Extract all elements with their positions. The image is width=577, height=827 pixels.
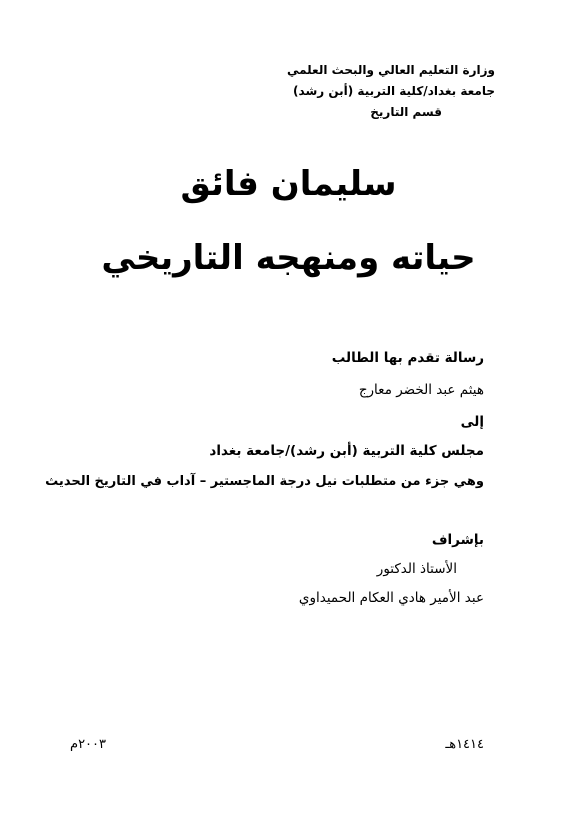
council-line: مجلس كلية التربية (أبن رشد)/جامعة بغداد xyxy=(209,443,484,459)
ministry-line: وزارة التعليم العالي والبحث العلمي xyxy=(286,63,495,77)
supervisor-name: عبد الأمير هادي العكام الحميداوي xyxy=(298,590,484,606)
student-name: هيثم عبد الخضر معارج xyxy=(358,382,484,398)
supervisor-rank: الأستاذ الدكتور xyxy=(376,561,457,577)
supervision-label: بإشراف xyxy=(431,532,484,548)
thesis-title-line2: حياته ومنهجه التاريخي xyxy=(101,238,476,278)
university-line: جامعة بغداد/كلية التربية (أبن رشد) xyxy=(293,84,495,98)
thesis-title-line1: سليمان فائق xyxy=(180,164,397,204)
purpose-line: وهي جزء من متطلبات نيل درجة الماجستير – آداب في التاريخ الحديث xyxy=(45,474,484,489)
hijri-date: ١٤١٤هـ xyxy=(445,737,484,752)
department-line: قسم التاريخ xyxy=(370,105,442,119)
gregorian-date: ٢٠٠٣م xyxy=(70,737,106,752)
to-label: إلى xyxy=(460,414,484,430)
submission-intro: رسالة تقدم بها الطالب xyxy=(331,350,484,366)
